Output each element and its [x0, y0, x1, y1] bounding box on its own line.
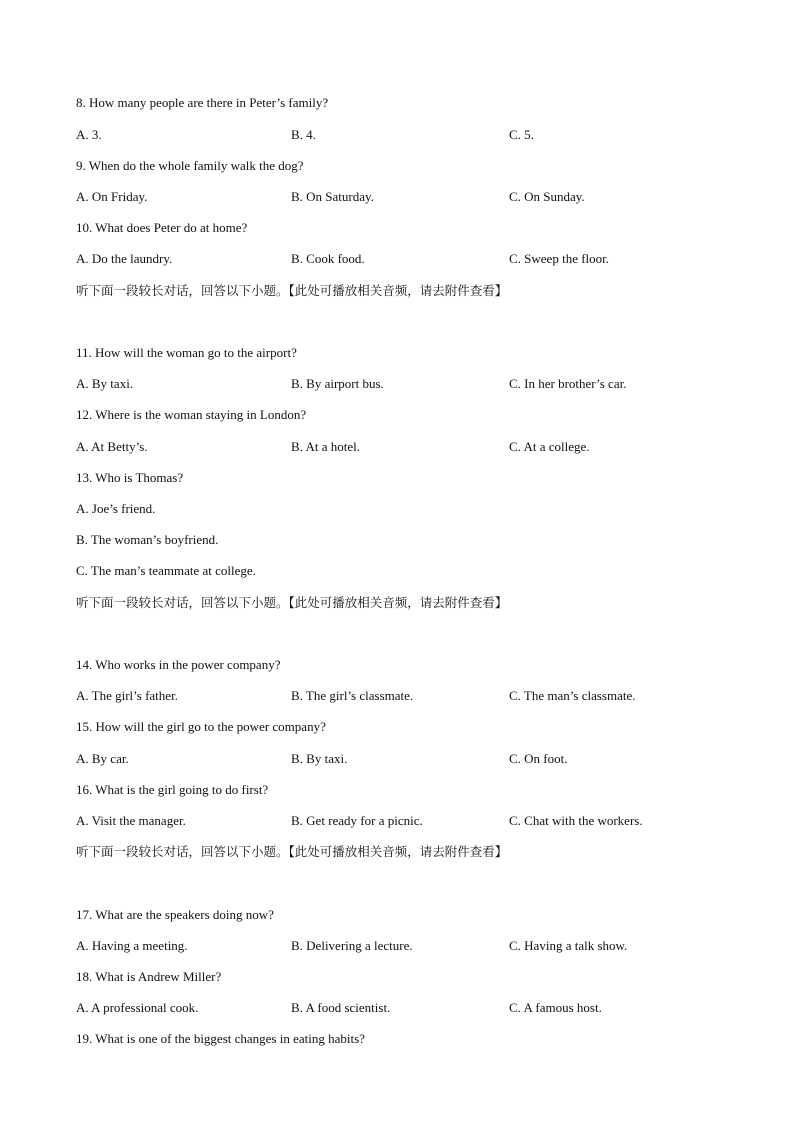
options-8: [76, 127, 716, 143]
question-10: 10. What does Peter do at home?: [76, 220, 248, 235]
option-a: A. At Betty’s.: [76, 439, 148, 454]
option-a: A. On Friday.: [76, 189, 148, 204]
option-c: C. The man’s teammate at college.: [76, 563, 256, 578]
question-8: 8. How many people are there in Peter’s family?: [76, 95, 329, 110]
options-17: [76, 938, 716, 954]
question-14: 14. Who works in the power company?: [76, 657, 281, 672]
option-a: A. A professional cook.: [76, 1000, 199, 1015]
option-b: B. Delivering a lecture.: [291, 938, 413, 953]
option-a: A. 3.: [76, 127, 102, 142]
option-c: C. Chat with the workers.: [509, 813, 643, 828]
listening-instruction: 听下面一段较长对话，回答以下小题。【此处可播放相关音频，请去附件查看】: [76, 844, 508, 859]
question-12: 12. Where is the woman staying in London?: [76, 407, 307, 422]
option-b: B. Cook food.: [291, 251, 365, 266]
option-c: C. 5.: [509, 127, 534, 142]
options-14: [76, 688, 716, 704]
question-19: 19. What is one of the biggest changes in eating habits?: [76, 1031, 365, 1046]
question-17: 17. What are the speakers doing now?: [76, 907, 274, 922]
option-c: C. In her brother’s car.: [509, 376, 627, 391]
options-15: [76, 751, 716, 767]
option-b: B. A food scientist.: [291, 1000, 391, 1015]
option-c: C. On foot.: [509, 751, 568, 766]
option-a: A. Joe’s friend.: [76, 501, 156, 516]
options-11: [76, 376, 716, 392]
option-a: A. Do the laundry.: [76, 251, 173, 266]
options-12: [76, 439, 716, 455]
option-a: A. The girl’s father.: [76, 688, 178, 703]
option-c: C. At a college.: [509, 439, 590, 454]
option-a: A. Having a meeting.: [76, 938, 188, 953]
option-c: C. Sweep the floor.: [509, 251, 610, 266]
option-c: C. On Sunday.: [509, 189, 585, 204]
listening-instruction: 听下面一段较长对话，回答以下小题。【此处可播放相关音频，请去附件查看】: [76, 283, 508, 298]
option-c: C. A famous host.: [509, 1000, 602, 1015]
question-9: 9. When do the whole family walk the dog?: [76, 158, 304, 173]
question-13: 13. Who is Thomas?: [76, 470, 184, 485]
options-16: [76, 813, 716, 829]
option-b: B. Get ready for a picnic.: [291, 813, 423, 828]
option-b: B. On Saturday.: [291, 189, 374, 204]
option-b: B. The girl’s classmate.: [291, 688, 414, 703]
option-b: B. The woman’s boyfriend.: [76, 532, 219, 547]
question-18: 18. What is Andrew Miller?: [76, 969, 222, 984]
option-b: B. By airport bus.: [291, 376, 384, 391]
options-18: [76, 1000, 716, 1016]
option-b: B. By taxi.: [291, 751, 348, 766]
question-11: 11. How will the woman go to the airport?: [76, 345, 297, 360]
listening-instruction: 听下面一段较长对话，回答以下小题。【此处可播放相关音频，请去附件查看】: [76, 595, 508, 610]
options-10: [76, 251, 716, 267]
option-b: B. At a hotel.: [291, 439, 360, 454]
option-b: B. 4.: [291, 127, 316, 142]
options-9: [76, 189, 716, 205]
question-15: 15. How will the girl go to the power company?: [76, 719, 326, 734]
option-c: C. Having a talk show.: [509, 938, 628, 953]
question-16: 16. What is the girl going to do first?: [76, 782, 269, 797]
option-c: C. The man’s classmate.: [509, 688, 636, 703]
option-a: A. Visit the manager.: [76, 813, 186, 828]
option-a: A. By car.: [76, 751, 129, 766]
option-a: A. By taxi.: [76, 376, 134, 391]
